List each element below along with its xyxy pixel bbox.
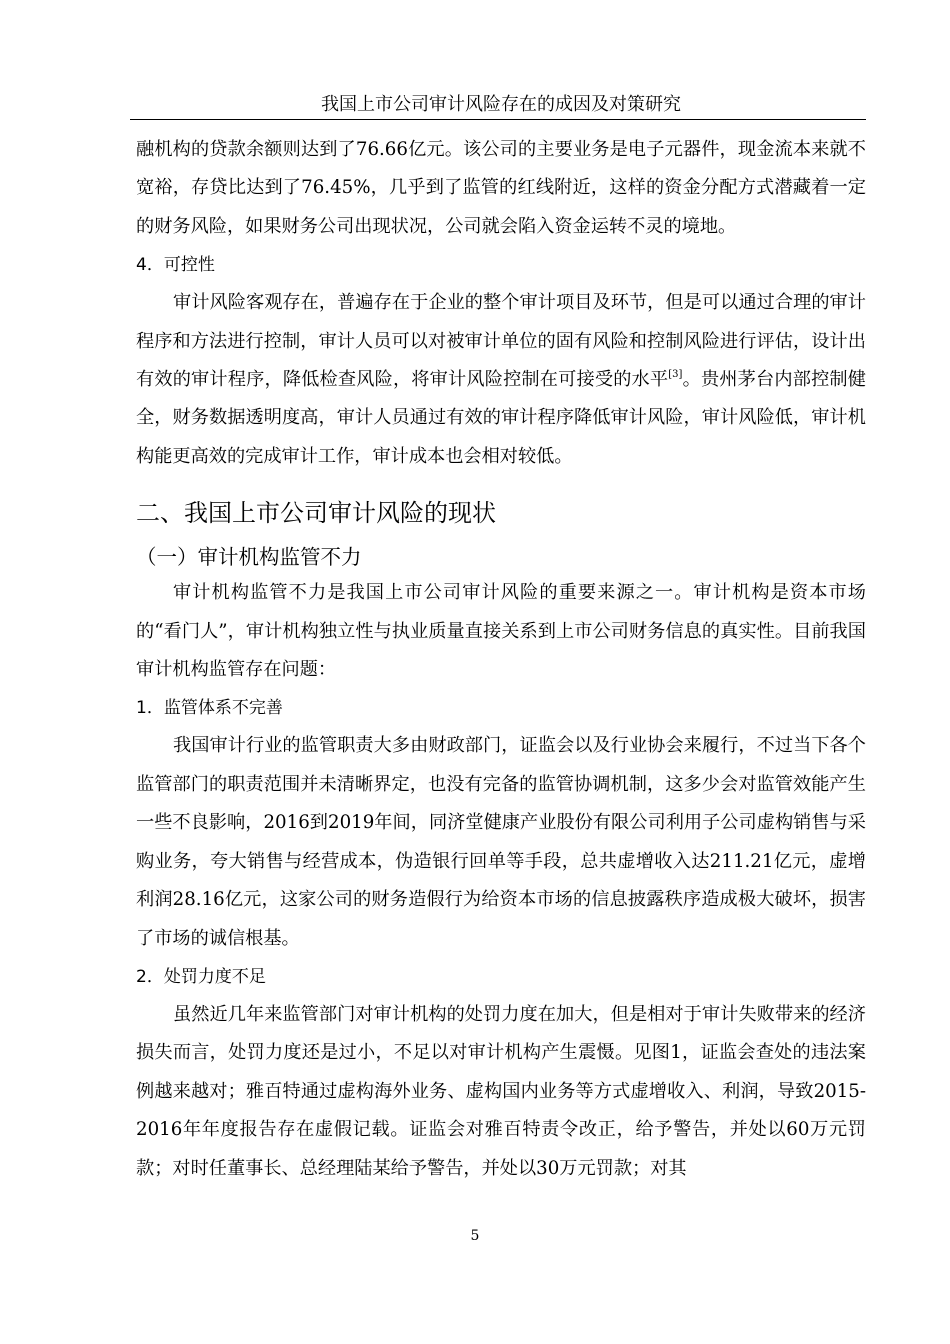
paragraph-text: 审计风险客观存在，普遍存在于企业的整个审计项目及环节，但是可以通过合理的审计程序和方法进行控制，审计人员可以对被审计单位的固有风险和控制风险进行评估，设计出有效的审计程序，降低检查风险，将审计风险控制在可接受的水平 [136,292,866,391]
page-number: 5 [470,1228,480,1244]
subsection-heading: （一）审计机构监管不力 [136,545,362,570]
paragraph-text: 。贵州茅台内部控制健全，财务数据透明度高，审计人员通过有效的审计程序降低审计风险，审计风险低，审计机构能更高效的完成审计工作，审计成本也会相对较低。 [136,369,866,467]
heading-regulatory-system: 1．监管体系不完善 [136,698,283,719]
paragraph: 我国审计行业的监管职责大多由财政部门，证监会以及行业协会来履行，不过当下各个监管部门的职责范围并未清晰界定，也没有完备的监管协调机制，这多少会对监管效能产生一些不良影响，2016到2019年间，同济堂健康产业股份有限公司利用子公司虚构销售与采购业务，夸大销售与经营成本，伪造银行回单等手段，总共虚增收入达211.21亿元，虚增利润28.16亿元，这家公司的财务造假行为给资本市场的信息披露秩序造成极大破坏，损害了市场的诚信根基。 [136,735,866,949]
citation-ref: [3] [668,369,683,381]
paragraph: 虽然近几年来监管部门对审计机构的处罚力度在加大，但是相对于审计失败带来的经济损失而言，处罚力度还是过小，不足以对审计机构产生震慑。见图1，证监会查处的违法案例越来越对；雅百特通过虚构海外业务、虚构国内业务等方式虚增收入、利润，导致2015-2016年年度报告存在虚假记载。证监会对雅百特责令改正，给予警告，并处以60万元罚款；对时任董事长、总经理陆某给予警告，并处以30万元罚款；对其 [136,1003,866,1179]
paragraph-controllability [136,284,866,476]
header-rule [130,119,866,120]
section-heading: 二、我国上市公司审计风险的现状 [136,499,496,528]
paragraph: 融机构的贷款余额则达到了76.66亿元。该公司的主要业务是电子元器件，现金流本来就不宽裕，存贷比达到了76.45%，几乎到了监管的红线附近，这样的资金分配方式潜藏着一定的财务风险，如果财务公司出现状况，公司就会陷入资金运转不灵的境地。 [136,139,866,237]
running-header: 我国上市公司审计风险存在的成因及对策研究 [321,94,681,115]
paragraph: 审计机构监管不力是我国上市公司审计风险的重要来源之一。审计机构是资本市场的“看门人”，审计机构独立性与执业质量直接关系到上市公司财务信息的真实性。目前我国审计机构监管存在问题： [136,582,866,681]
document-body [136,131,866,1188]
heading-controllability: 4．可控性 [136,255,215,276]
heading-penalty: 2．处罚力度不足 [136,966,266,987]
